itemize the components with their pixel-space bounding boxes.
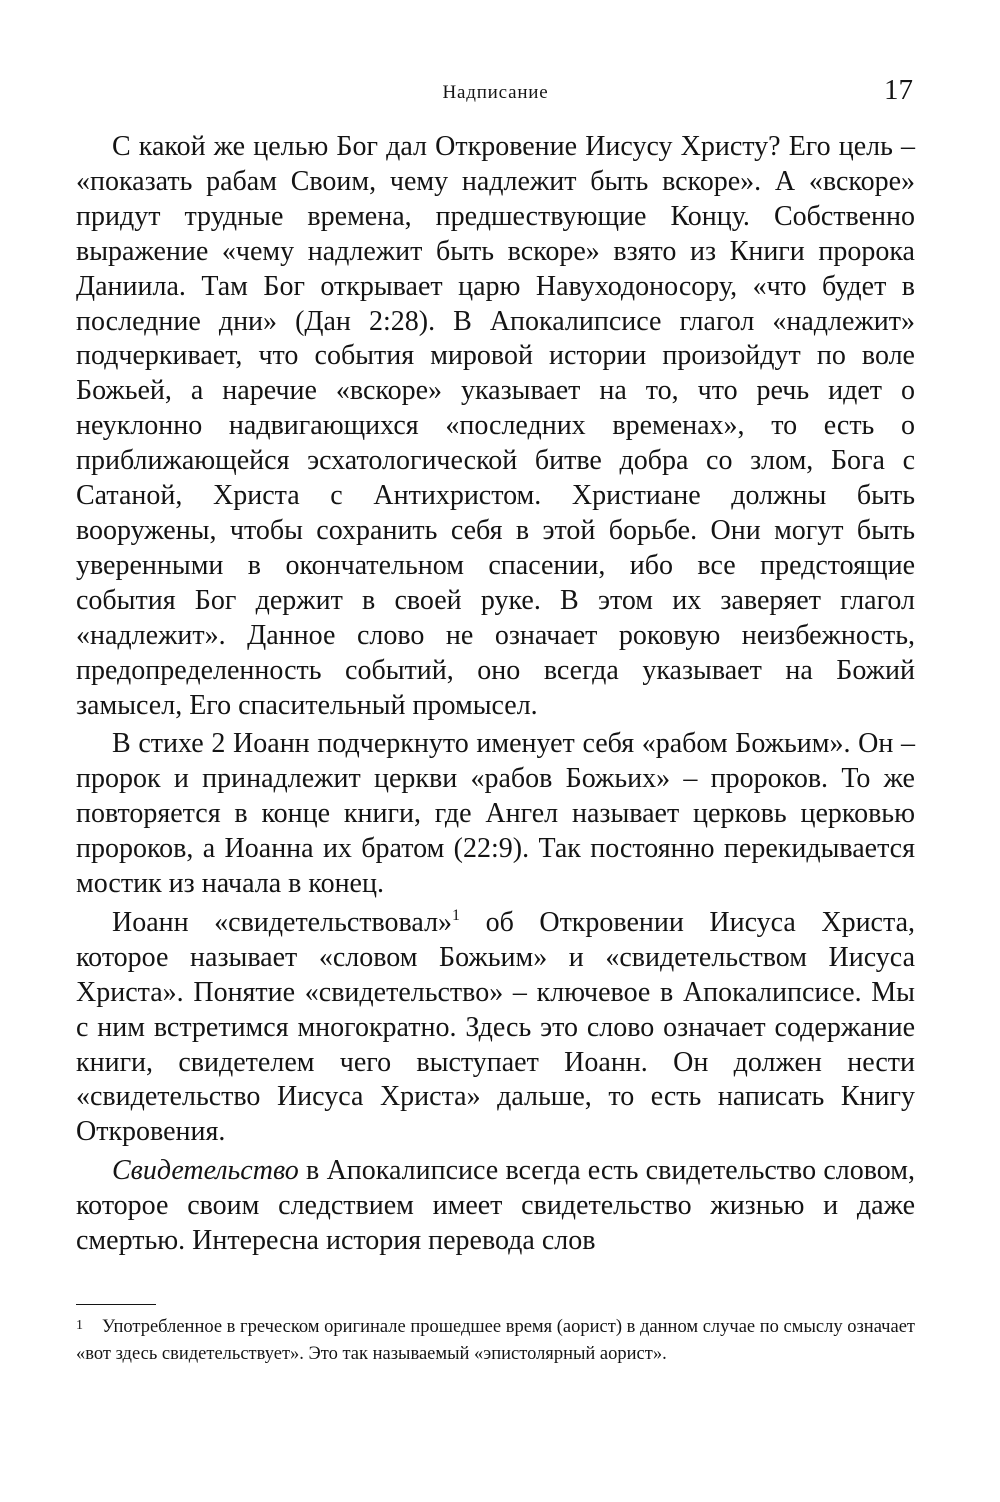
paragraph-3-start: Иоанн «свидетельствовал» bbox=[112, 906, 453, 938]
paragraph-3-rest: об Откровении Иисуса Христа, которое называет «словом Божьим» и «свидетельством Иисуса Христа». Понятие «свидетельство» – ключевое в Апокалипсисе. Мы с ним встретимся многократно. Здесь это слово означает содержание книги, свидетелем чего выступает Иоанн. Он должен нести «свидетельство Иисуса Христа» дальше, то есть написать Книгу Откровения. bbox=[76, 906, 915, 1148]
body-text bbox=[76, 130, 915, 1259]
paragraph-3 bbox=[76, 906, 915, 1150]
running-title: Надписание bbox=[442, 82, 549, 103]
paragraph-1: С какой же целью Бог дал Откровение Иисусу Христу? Его цель – «показать рабам Своим, чему надлежит быть вскоре». А «вскоре» придут трудные времена, предшествующие Концу. Собственно выражение «чему надлежит быть вскоре» взято из Книги пророка Даниила. Там Бог открывает царю Навуходоносору, «что будет в последние дни» (Дан 2:28). В Апокалипсисе глагол «надлежит» подчеркивает, что события мировой истории произойдут по воле Божьей, а наречие «вскоре» указывает на то, что речь идет о неуклонно надвигающихся «последних временах», то есть о приближающейся эсхатологической битве добра со злом, Бога с Сатаной, Христа с Антихристом. Христиане должны быть вооружены, чтобы сохранить себя в этой борьбе. Они могут быть уверенными в окончательном спасении, ибо все предстоящие события Бог держит в своей руке. В этом их заверяет глагол «надлежит». Данное слово не означает роковую неизбежность, предопределенность событий, оно всегда указывает на Божий замысел, Его спасительный промысел. bbox=[76, 131, 915, 721]
emphasized-term: Свидетельство bbox=[112, 1155, 299, 1187]
paragraph-4 bbox=[76, 1154, 915, 1259]
paragraph-4-rest: в Апокалипсисе всегда есть свидетельство словом, которое своим следствием имеет свидетельство жизнью и даже смертью. Интересна история перевода слов bbox=[76, 1155, 915, 1257]
footnote-divider bbox=[76, 1304, 156, 1305]
paragraph-2: В стихе 2 Иоанн подчеркнуто именует себя «рабом Божьим». Он – пророк и принадлежит церкви «рабов Божьих» – пророков. То же повторяется в конце книги, где Ангел называет церковь церковью пророков, а Иоанна их братом (22:9). Так постоянно перекидывается мостик из начала в конец. bbox=[76, 728, 915, 900]
page-number: 17 bbox=[884, 74, 913, 106]
footnote-text: Употребленное в греческом оригинале прошедшее время (аорист) в данном случае по смыслу означает «вот здесь свидетельствует». Это так называемый «эпистолярный аорист». bbox=[76, 1317, 915, 1364]
footnote-number: 1 bbox=[76, 1318, 83, 1333]
footnote-reference[interactable]: 1 bbox=[452, 906, 461, 924]
page-header bbox=[76, 76, 915, 112]
footnote bbox=[76, 1314, 915, 1368]
